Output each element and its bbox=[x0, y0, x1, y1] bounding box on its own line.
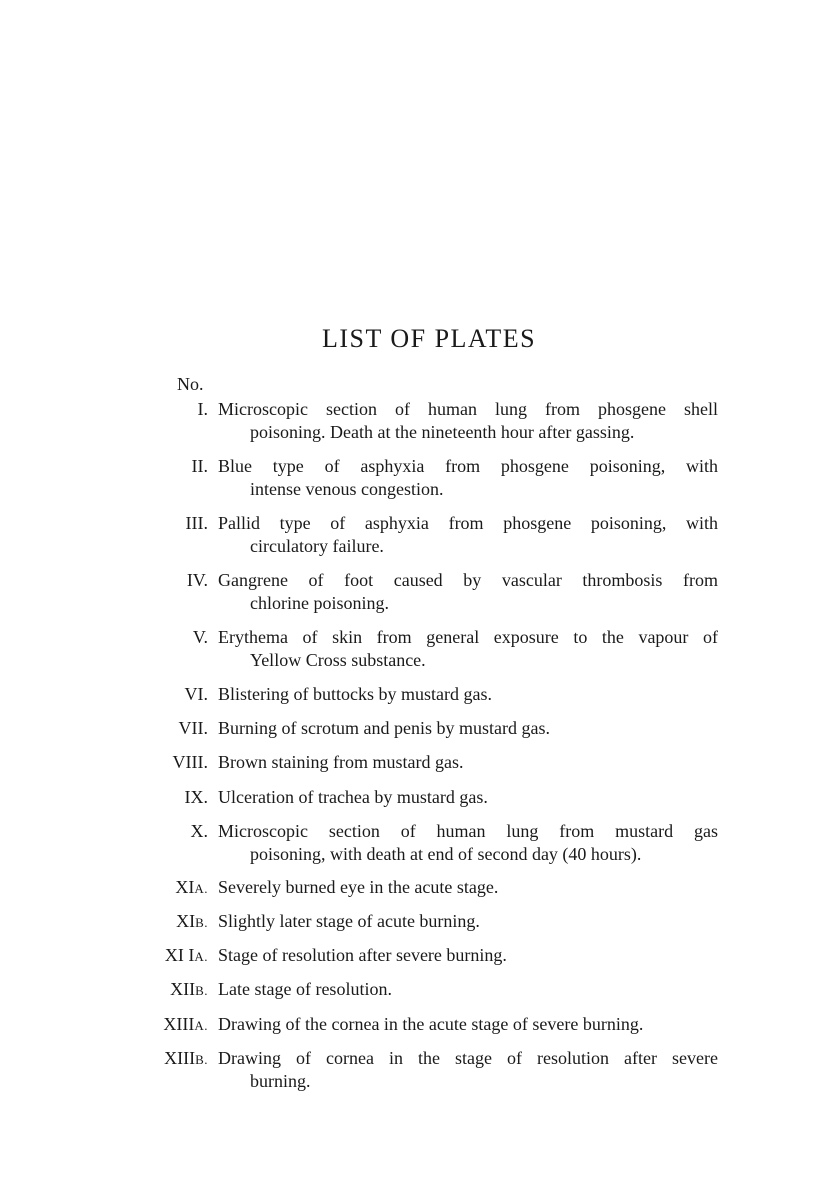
plate-number-main: II. bbox=[191, 456, 208, 476]
plate-number-main: III. bbox=[185, 513, 208, 533]
plate-number-suffix: B. bbox=[195, 1052, 208, 1067]
plate-number bbox=[186, 512, 208, 535]
plate-number bbox=[176, 910, 208, 934]
plate-number-suffix: A. bbox=[194, 1018, 208, 1033]
plate-number-main: XIII bbox=[163, 1014, 195, 1034]
plate-description bbox=[218, 1013, 718, 1036]
plate-description-line: Ulceration of trachea by mustard gas. bbox=[218, 787, 488, 807]
plate-description bbox=[218, 978, 718, 1001]
plate-description-continuation: burning. bbox=[250, 1071, 311, 1091]
plate-description-line: Pallid type of asphyxia from phosgene poisoning, with bbox=[218, 513, 718, 533]
plate-number-main: X. bbox=[190, 821, 208, 841]
plate-description bbox=[218, 512, 718, 558]
plate-number bbox=[191, 820, 209, 843]
plate-description bbox=[218, 626, 718, 672]
plate-number-main: VIII. bbox=[172, 752, 208, 772]
plate-description-line: Late stage of resolution. bbox=[218, 979, 392, 999]
plate-number-suffix: A. bbox=[194, 949, 208, 964]
page-title: LIST OF PLATES bbox=[321, 324, 537, 353]
plate-description bbox=[218, 820, 718, 866]
plate-description-line: Severely burned eye in the acute stage. bbox=[218, 877, 499, 897]
plate-description-continuation: poisoning. Death at the nineteenth hour after gassing. bbox=[250, 422, 635, 442]
plate-description-line: Gangrene of foot caused by vascular thrombosis from bbox=[218, 570, 718, 590]
plate-number-suffix: A. bbox=[194, 881, 208, 896]
plate-description bbox=[218, 786, 718, 809]
plate-description-line: Stage of resolution after severe burning. bbox=[218, 945, 507, 965]
plate-number-main: IV. bbox=[186, 570, 208, 590]
plate-description-line: Brown staining from mustard gas. bbox=[218, 752, 464, 772]
plate-number-main: XII bbox=[170, 979, 196, 999]
plate-description bbox=[218, 569, 718, 615]
plate-number bbox=[165, 944, 208, 968]
plate-number-main: VII. bbox=[178, 718, 208, 738]
plate-description-continuation: poisoning, with death at end of second day (40 hours). bbox=[250, 844, 642, 864]
plate-description bbox=[218, 717, 718, 740]
plate-number bbox=[185, 786, 209, 809]
plate-description-line: Slightly later stage of acute burning. bbox=[218, 911, 480, 931]
plate-description bbox=[218, 683, 718, 706]
plate-number bbox=[163, 1013, 208, 1037]
plate-number bbox=[187, 569, 208, 592]
plate-description-line: Blistering of buttocks by mustard gas. bbox=[218, 684, 492, 704]
plate-description bbox=[218, 455, 718, 501]
plate-description-line: Microscopic section of human lung from mustard gas bbox=[218, 821, 718, 841]
plate-description bbox=[218, 910, 718, 933]
plate-number-main: XIII bbox=[164, 1048, 196, 1068]
plate-number-main: XI bbox=[175, 877, 195, 897]
plate-description-line: Burning of scrotum and penis by mustard gas. bbox=[218, 718, 550, 738]
plate-number bbox=[179, 717, 209, 740]
plate-description bbox=[218, 751, 718, 774]
plate-number-main: XI bbox=[176, 911, 196, 931]
plate-number bbox=[173, 751, 208, 774]
plate-number-suffix: B. bbox=[195, 983, 208, 998]
plate-description-continuation: chlorine poisoning. bbox=[250, 593, 389, 613]
plate-description-line: Microscopic section of human lung from phosgene shell bbox=[218, 399, 718, 419]
plate-description bbox=[218, 398, 718, 444]
plate-number-main: I. bbox=[197, 399, 208, 419]
plate-description-line: Drawing of the cornea in the acute stage of severe burning. bbox=[218, 1014, 644, 1034]
plate-description-continuation: circulatory failure. bbox=[250, 536, 384, 556]
plate-number bbox=[193, 626, 208, 649]
plate-description bbox=[218, 944, 718, 967]
plate-number-main: IX. bbox=[184, 787, 208, 807]
plate-number-main: V. bbox=[192, 627, 208, 647]
plate-description-line: Erythema of skin from general exposure to the vapour of bbox=[218, 627, 718, 647]
plate-description bbox=[218, 876, 718, 899]
plate-description bbox=[218, 1047, 718, 1093]
plate-number-main: XI I bbox=[164, 945, 195, 965]
number-column-header: No. bbox=[177, 374, 204, 394]
plate-number bbox=[175, 876, 208, 900]
plate-number bbox=[185, 683, 209, 706]
plate-description-line: Blue type of asphyxia from phosgene poisoning, with bbox=[218, 456, 718, 476]
plate-description-continuation: Yellow Cross substance. bbox=[250, 650, 426, 670]
plate-number bbox=[198, 398, 209, 421]
plate-number-suffix: B. bbox=[195, 915, 208, 930]
plate-description-continuation: intense venous congestion. bbox=[250, 479, 444, 499]
plate-number-main: VI. bbox=[184, 684, 208, 704]
plate-number bbox=[170, 978, 208, 1002]
plate-number bbox=[192, 455, 209, 478]
plate-number bbox=[164, 1047, 208, 1071]
plate-description-line: Drawing of cornea in the stage of resolution after severe bbox=[218, 1048, 718, 1068]
